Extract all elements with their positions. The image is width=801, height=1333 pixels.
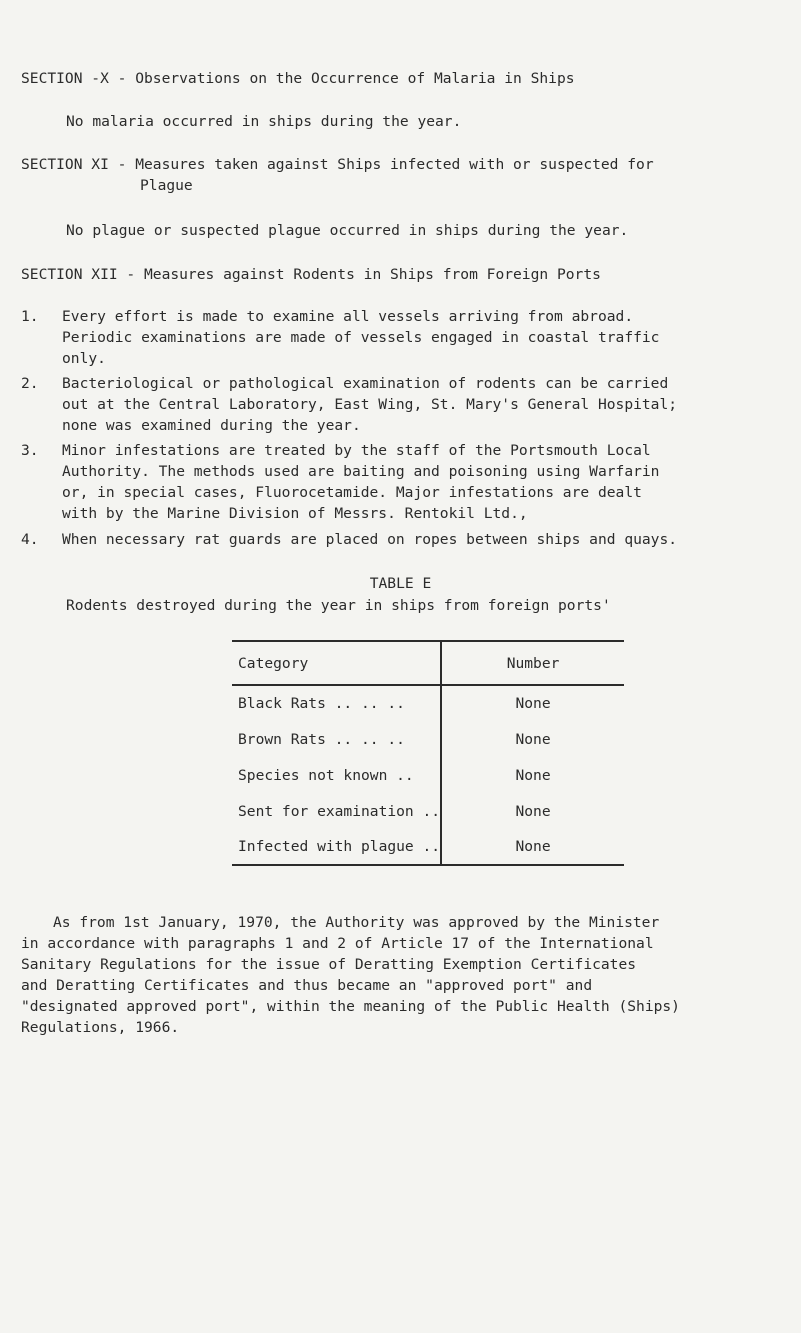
table-row — [232, 757, 624, 793]
category-cell: Infected with plague .. — [232, 829, 441, 865]
category-cell: Sent for examination .. — [238, 802, 441, 820]
table-row — [232, 685, 624, 721]
section-x-heading: SECTION -X - Observations on the Occurrence of Malaria in Ships — [21, 70, 575, 87]
table-header-row — [232, 641, 624, 685]
column-header-number: Number — [441, 641, 624, 685]
item-number: 2. — [21, 375, 39, 392]
item-3-text: Minor infestations are treated by the staff of the Portsmouth Local Authority. The methods used are baiting and poisoning using Warfarin or, in special cases, Fluorocetamide. Major infestations are dealt with by the Marine Division of Messrs. Rentokil Ltd., — [62, 442, 660, 522]
column-header-category: Category — [232, 641, 441, 685]
section-xi-heading: SECTION XI - Measures taken against Ships infected with or suspected for — [21, 156, 654, 173]
table-caption: Rodents destroyed during the year in ships from foreign ports' — [66, 597, 611, 614]
item-4-text: When necessary rat guards are placed on ropes between ships and quays. — [62, 531, 678, 548]
number-cell: None — [441, 757, 624, 793]
category-cell: Brown Rats .. .. .. — [238, 730, 405, 748]
section-x-text: No malaria occurred in ships during the year. — [66, 113, 462, 130]
item-1-text: Every effort is made to examine all vessels arriving from abroad. Periodic examinations are made of vessels engaged in coastal traffic only. — [62, 308, 660, 367]
category-cell: Black Rats .. .. .. — [238, 695, 405, 712]
rodents-table — [232, 640, 624, 866]
section-xi-heading-cont: Plague — [140, 177, 193, 194]
section-xii-heading: SECTION XII - Measures against Rodents in Ships from Foreign Ports — [21, 266, 601, 283]
closing-paragraph: As from 1st January, 1970, the Authority was approved by the Minister in accordance with paragraphs 1 and 2 of Article 17 of the International Sanitary Regulations for the issue of Deratting Exemption Certificates and Deratting Certificates and thus became an "approved port" and "designated approved port", within the meaning of the Public Health (Ships) Regulations, 1966. — [21, 914, 680, 1036]
table-row — [232, 829, 624, 865]
category-cell: Species not known .. — [238, 766, 414, 784]
item-2-text: Bacteriological or pathological examination of rodents can be carried out at the Central Laboratory, East Wing, St. Mary's General Hospital; none was examined during the year. — [62, 375, 678, 434]
item-number: 1. — [21, 308, 39, 325]
table-row — [232, 721, 624, 757]
number-cell: None — [441, 721, 624, 757]
section-xi-text: No plague or suspected plague occurred in ships during the year. — [66, 222, 629, 239]
table-row — [232, 793, 624, 829]
number-cell: None — [441, 829, 624, 865]
table-title: TABLE E — [369, 575, 432, 592]
number-cell: None — [441, 685, 624, 721]
item-number: 4. — [21, 531, 39, 548]
number-cell: None — [441, 793, 624, 829]
item-number: 3. — [21, 442, 39, 459]
